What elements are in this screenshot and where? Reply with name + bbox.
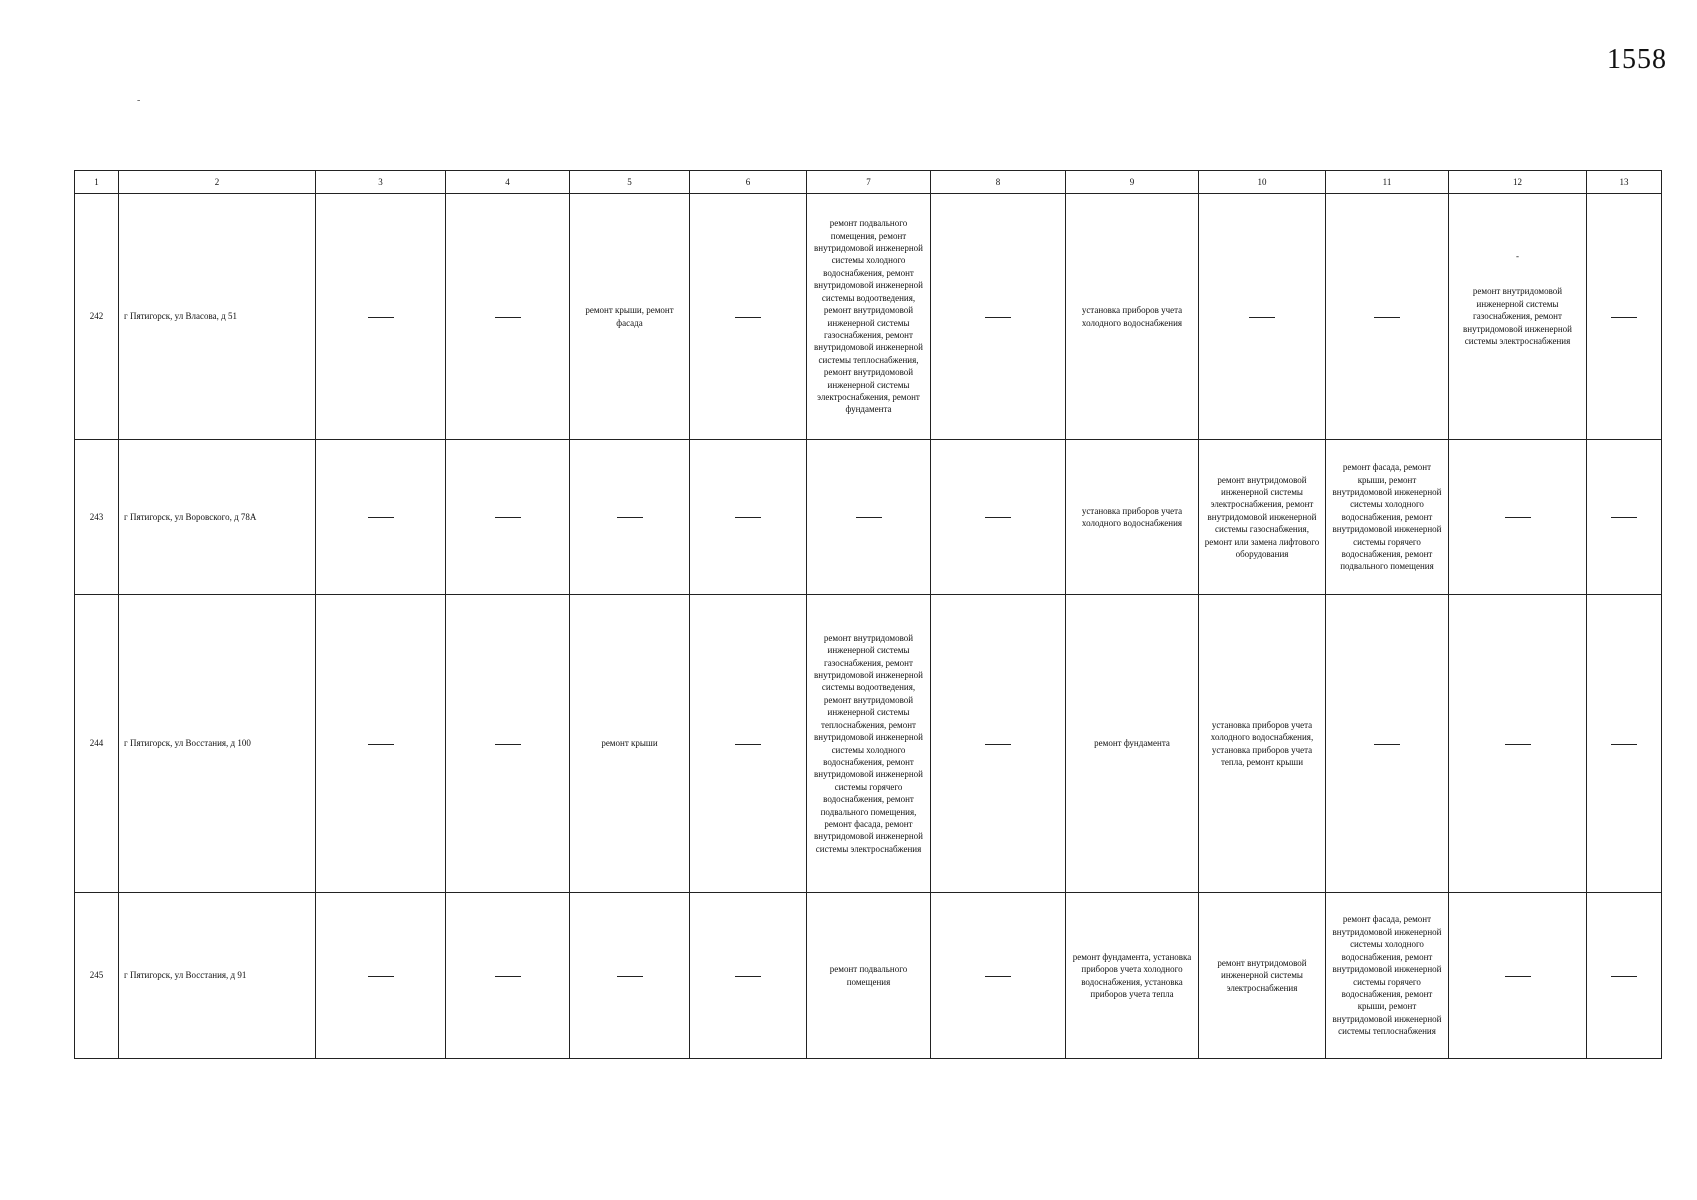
dash-mark [1611,744,1637,745]
dash-mark [1611,517,1637,518]
work-text: установка приборов учета холодного водоснабжения [1081,505,1183,528]
dash-mark [985,517,1011,518]
empty-dash-cell [570,893,690,1059]
work-cell [1199,440,1326,595]
address-cell: г Пятигорск, ул Воровского, д 78А [119,440,316,595]
empty-dash-cell [1587,440,1662,595]
empty-dash-cell [1326,194,1449,440]
work-text: ремонт фундамента, установка приборов учета холодного водоснабжения, установка приборов учета тепла [1072,951,1192,999]
dash-mark [495,744,521,745]
empty-dash-cell [446,440,570,595]
work-cell [1199,595,1326,893]
column-header-9: 9 [1066,171,1199,194]
empty-dash-cell [570,440,690,595]
dash-mark [735,744,761,745]
column-header-5: 5 [570,171,690,194]
work-cell [1066,194,1199,440]
work-cell [570,194,690,440]
work-text: ремонт подвального помещения [829,964,908,987]
empty-dash-cell [1449,595,1587,893]
column-header-1: 1 [75,171,119,194]
column-header-6: 6 [690,171,807,194]
empty-dash-cell [931,440,1066,595]
work-cell [1066,595,1199,893]
column-header-13: 13 [1587,171,1662,194]
work-text: ремонт крыши, ремонт фасада [585,305,674,328]
dash-mark [735,976,761,977]
dash-mark [1249,317,1275,318]
row-number: 245 [75,893,119,1059]
column-header-10: 10 [1199,171,1326,194]
header-row [75,171,1662,194]
work-cell [807,893,931,1059]
empty-dash-cell [316,893,446,1059]
work-cell [1066,893,1199,1059]
work-text: ремонт подвального помещения, ремонт внутридомовой инженерной системы холодного водоснабжения, ремонт внутридомовой инженерной системы водоотведения, ремонт внутридомовой инженерной системы газоснабжения, ремонт внутридомовой инженерной системы теплоснабжения, ремонт внутридомовой инженерной системы электроснабжения, ремонт фундамента [814,218,923,415]
dash-mark [495,317,521,318]
dash-mark [735,517,761,518]
work-text: ремонт внутридомовой инженерной системы электроснабжения [1217,957,1307,993]
row-number: 243 [75,440,119,595]
table-row [75,595,1662,893]
empty-dash-cell [1199,194,1326,440]
column-header-4: 4 [446,171,570,194]
empty-dash-cell [1449,440,1587,595]
work-text: ремонт внутридомовой инженерной системы газоснабжения, ремонт внутридомовой инженерной системы водоотведения, ремонт внутридомовой инженерной системы теплоснабжения, ремонт внутридомовой инженерной системы холодного водоснабжения, ремонт внутридомовой инженерной системы горячего водоснабжения, ремонт подвального помещения, ремонт фасада, ремонт внутридомовой инженерной системы электроснабжения [814,632,923,854]
dash-mark [1611,317,1637,318]
table-row [75,194,1662,440]
work-text: ремонт внутридомовой инженерной системы электроснабжения, ремонт внутридомовой инженерной системы газоснабжения, ремонт или замена лифтового оборудования [1204,474,1320,560]
work-text: ремонт фасада, ремонт крыши, ремонт внутридомовой инженерной системы холодного водоснабжения, ремонт внутридомовой инженерной системы горячего водоснабжения, ремонт подвального помещения [1332,462,1442,572]
empty-dash-cell [1587,893,1662,1059]
repair-plan-table [74,170,1662,1059]
empty-dash-cell [690,440,807,595]
work-cell [1066,440,1199,595]
address-cell: г Пятигорск, ул Восстания, д 91 [119,893,316,1059]
dash-mark [617,517,643,518]
column-header-8: 8 [931,171,1066,194]
column-header-3: 3 [316,171,446,194]
dash-mark [368,317,394,318]
work-cell [807,595,931,893]
column-header-2: 2 [119,171,316,194]
empty-dash-cell [807,440,931,595]
column-header-7: 7 [807,171,931,194]
work-cell [1449,194,1587,440]
empty-dash-cell [931,893,1066,1059]
empty-dash-cell [446,194,570,440]
dash-mark [495,517,521,518]
empty-dash-cell [690,893,807,1059]
column-header-11: 11 [1326,171,1449,194]
dash-mark [1505,744,1531,745]
empty-dash-cell [690,595,807,893]
work-text: ремонт фундамента [1094,738,1170,749]
empty-dash-cell [1326,595,1449,893]
work-text: установка приборов учета холодного водоснабжения [1081,305,1183,328]
table-row [75,893,1662,1059]
address-cell: г Пятигорск, ул Восстания, д 100 [119,595,316,893]
dash-mark [735,317,761,318]
work-cell [807,194,931,440]
page-number: 1558 [1607,44,1667,75]
work-text: ремонт фасада, ремонт внутридомовой инженерной системы холодного водоснабжения, ремонт внутридомовой инженерной системы горячего водоснабжения, ремонт крыши, ремонт внутридомовой инженерной системы теплоснабжения [1332,914,1442,1037]
row-number: 244 [75,595,119,893]
work-cell [1199,893,1326,1059]
dash-mark [1611,976,1637,977]
scan-mark: - [137,95,141,106]
dash-mark [1374,317,1400,318]
empty-dash-cell [690,194,807,440]
empty-dash-cell [446,595,570,893]
dash-mark [985,744,1011,745]
empty-dash-cell [1587,595,1662,893]
empty-dash-cell [316,194,446,440]
empty-dash-cell [316,440,446,595]
empty-dash-cell [446,893,570,1059]
row-number: 242 [75,194,119,440]
dash-mark [368,976,394,977]
dash-mark [1505,976,1531,977]
work-cell [1326,893,1449,1059]
work-text: установка приборов учета холодного водоснабжения, установка приборов учета тепла, ремонт крыши [1210,719,1314,767]
scan-mark: - [1516,251,1519,262]
dash-mark [368,744,394,745]
empty-dash-cell [931,595,1066,893]
address-cell: г Пятигорск, ул Власова, д 51 [119,194,316,440]
empty-dash-cell [1449,893,1587,1059]
table-row [75,440,1662,595]
dash-mark [368,517,394,518]
work-cell [570,595,690,893]
dash-mark [985,976,1011,977]
work-text: ремонт внутридомовой инженерной системы газоснабжения, ремонт внутридомовой инженерной системы электроснабжения [1463,286,1572,347]
dash-mark [617,976,643,977]
work-text: ремонт крыши [601,738,658,749]
dash-mark [1374,744,1400,745]
work-cell [1326,440,1449,595]
dash-mark [985,317,1011,318]
empty-dash-cell [931,194,1066,440]
column-header-12: 12 [1449,171,1587,194]
empty-dash-cell [1587,194,1662,440]
dash-mark [1505,517,1531,518]
dash-mark [856,517,882,518]
dash-mark [495,976,521,977]
empty-dash-cell [316,595,446,893]
